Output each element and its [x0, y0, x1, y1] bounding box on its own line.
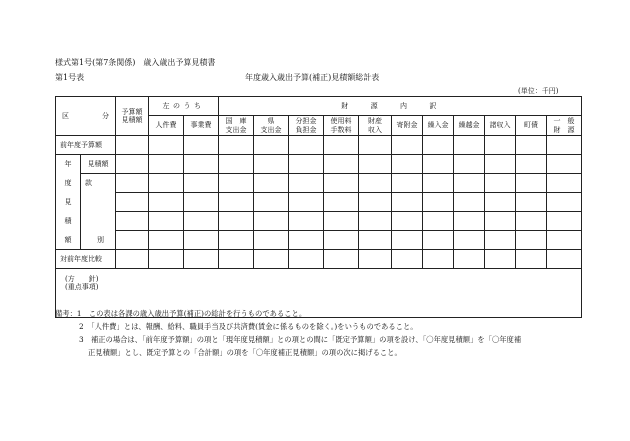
kubun-header	[56, 97, 116, 136]
row-label-mi: 見	[56, 193, 81, 212]
of-which-header: 左のうち	[149, 97, 219, 116]
sub-header: 人件費	[149, 116, 184, 136]
sub-header: 使用料 手数料	[324, 116, 359, 136]
table-row	[56, 212, 582, 231]
table-row	[56, 155, 582, 174]
note-line: 2 「人件費」とは、報酬、給料、職員手当及び共済費(賃金に係るものを除く。)をいうものであること。	[79, 322, 418, 331]
note-line: 正見積額」とし、既定予算との「合計額」の項を「〇年度補正見積額」の項の次に掲げること。	[88, 348, 402, 357]
row-label-yoy: 対前年度比較	[56, 250, 116, 269]
row-label-estimate: 見積額	[81, 155, 116, 174]
sub-header: 国 庫 支出金	[219, 116, 254, 136]
row-label-prev-budget: 前年度予算額	[56, 136, 116, 155]
sub-header: 分担金 負担金	[289, 116, 324, 136]
sub-header: 一 般 財 源	[547, 116, 582, 136]
kubun-right: 分	[102, 111, 109, 120]
table-row	[56, 193, 582, 212]
table-row	[56, 231, 582, 250]
sub-header: 繰越金	[454, 116, 485, 136]
row-label-gaku: 額	[56, 231, 81, 250]
row-label-do: 度	[56, 174, 81, 193]
budget-summary-table	[55, 96, 582, 318]
table-row	[56, 250, 582, 269]
sub-header: 繰入金	[423, 116, 454, 136]
policy-field: (方 針) (重点事項)	[56, 269, 582, 318]
table-row	[56, 174, 582, 193]
row-label-seki: 積	[56, 212, 81, 231]
sub-header: 町債	[516, 116, 547, 136]
notes	[55, 307, 521, 359]
note-line: 備考：1 この表は各課の歳入歳出予算(補正)の総計を行うものであること。	[55, 309, 307, 318]
note-line: 3 補正の場合は、「前年度予算額」の項と「現年度見積額」との項との間に「既定予算額」の項を設け、「〇年度見積額」を「〇年度補	[79, 335, 522, 344]
sub-header: 寄附金	[392, 116, 423, 136]
revenue-breakdown-header: 財源内訳	[219, 97, 582, 116]
kubun-left: 区	[62, 111, 69, 120]
unit-label: (単位：千円)	[518, 87, 559, 95]
budget-estimate-header: 予算額 見積額	[116, 97, 149, 136]
sub-header: 事業費	[184, 116, 219, 136]
sub-header: 諸収入	[485, 116, 516, 136]
document-title: 年度歳入歳出予算(補正)見積額総計表	[245, 73, 380, 82]
row-label-nen: 年	[56, 155, 81, 174]
table-row	[56, 136, 582, 155]
row-label-kan: 款	[81, 174, 116, 193]
table-number: 第1号表	[55, 73, 85, 82]
sub-header: 県 支出金	[254, 116, 289, 136]
form-label: 様式第1号(第7条関係) 歳入歳出予算見積書	[55, 58, 216, 67]
row-label-betsu: 別	[81, 231, 116, 250]
sub-header: 財産 収入	[359, 116, 392, 136]
